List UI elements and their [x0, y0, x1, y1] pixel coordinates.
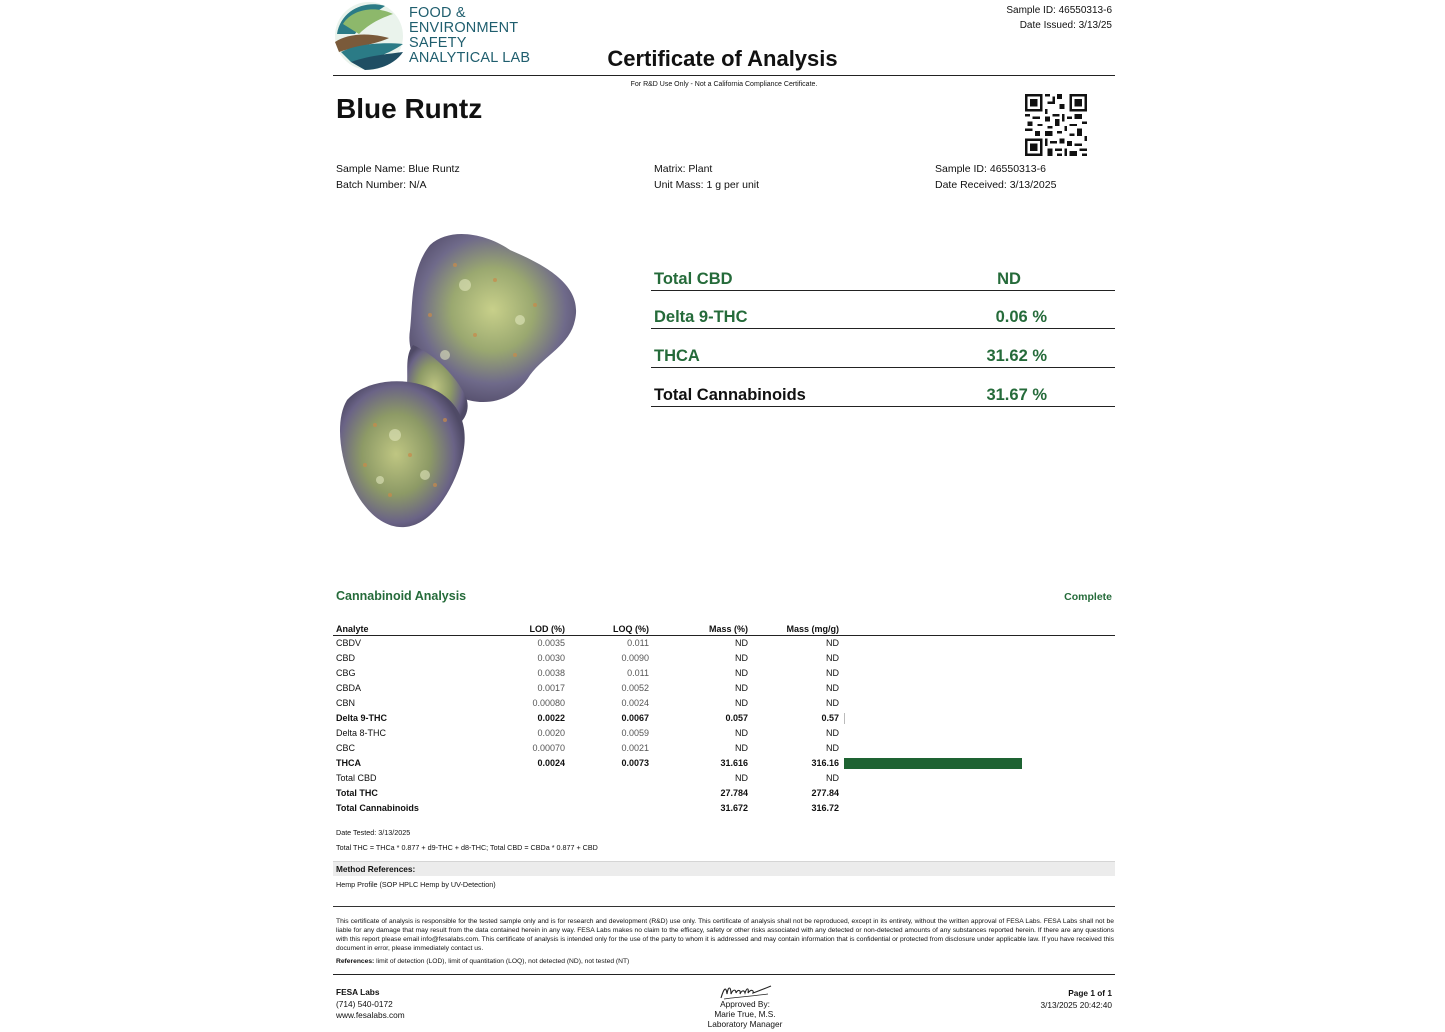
- footer-website: www.fesalabs.com: [336, 1010, 405, 1020]
- cell-analyte: Total Cannabinoids: [336, 803, 419, 813]
- references: [336, 958, 629, 965]
- product-name: Blue Runtz: [336, 93, 483, 124]
- cell-lod: 0.0035: [537, 638, 565, 648]
- sample-name: Sample Name: Blue Runtz: [336, 163, 460, 175]
- meta-sample-id: Sample ID: 46550313-6: [935, 163, 1046, 175]
- header-sample-id: Sample ID: 46550313-6: [1006, 5, 1112, 16]
- cell-mass: ND: [735, 653, 748, 663]
- table-row: [333, 651, 1115, 666]
- cell-mg: ND: [826, 683, 839, 693]
- summary-value: 0.06 %: [995, 308, 1047, 326]
- references-label: References:: [336, 958, 375, 965]
- mass-bar-track: [844, 758, 1104, 769]
- cell-loq: 0.0059: [621, 728, 649, 738]
- method-references-label: Method References:: [336, 864, 416, 874]
- table-row: [333, 786, 1115, 801]
- footer-divider: [333, 974, 1115, 975]
- cell-loq: 0.011: [627, 668, 649, 678]
- page-number: Page 1 of 1: [1068, 988, 1112, 998]
- footer-approval: [665, 999, 825, 1029]
- table-row: [333, 771, 1115, 786]
- cell-loq: 0.0067: [621, 713, 649, 723]
- cell-analyte: CBDV: [336, 638, 362, 648]
- cell-mg: ND: [826, 638, 839, 648]
- header-analyte: Analyte: [336, 624, 369, 634]
- meta-col-right: [935, 161, 1056, 193]
- lab-name-line: ANALYTICAL LAB: [409, 50, 531, 66]
- approver-name: Marie True, M.S.: [714, 1009, 776, 1019]
- batch-number: Batch Number: N/A: [336, 179, 427, 191]
- summary-total-cannabinoids: [651, 379, 1115, 407]
- cell-lod: 0.0030: [537, 653, 565, 663]
- lab-name-line: SAFETY: [409, 35, 467, 51]
- qr-code-icon: [1025, 94, 1087, 156]
- document-title: Certificate of Analysis: [607, 46, 838, 71]
- cell-analyte: CBDA: [336, 683, 362, 693]
- table-header: [333, 622, 1115, 636]
- mass-bar: [844, 758, 1022, 769]
- mass-bar: [844, 713, 845, 724]
- cell-lod: 0.0022: [537, 713, 565, 723]
- unit-mass: Unit Mass: 1 g per unit: [654, 179, 760, 191]
- cell-mass: 27.784: [720, 788, 748, 798]
- summary-thca: [651, 340, 1115, 368]
- header-mass: Mass (%): [708, 624, 748, 634]
- divider: [333, 906, 1115, 907]
- analysis-title: Cannabinoid Analysis: [336, 589, 467, 603]
- cell-analyte: CBC: [336, 743, 356, 753]
- header-divider: [333, 75, 1115, 76]
- summary-value: 31.67 %: [986, 386, 1047, 404]
- table-row: [333, 741, 1115, 756]
- cell-mass: ND: [735, 698, 748, 708]
- cell-lod: 0.00070: [532, 743, 565, 753]
- header-ids: [1006, 3, 1112, 33]
- method-reference: Hemp Profile (SOP HPLC Hemp by UV-Detection): [336, 880, 496, 889]
- references-text: limit of detection (LOD), limit of quantitation (LOQ), not detected (ND), not tested (NT): [374, 958, 630, 965]
- cell-loq: 0.0021: [621, 743, 649, 753]
- cell-mg: 0.57: [821, 713, 839, 723]
- cell-mg: ND: [826, 773, 839, 783]
- cell-analyte: CBN: [336, 698, 356, 708]
- table-row: [333, 726, 1115, 741]
- table-body: [333, 636, 1115, 816]
- date-received: Date Received: 3/13/2025: [935, 179, 1057, 191]
- cell-lod: 0.00080: [532, 698, 565, 708]
- cell-mass: 31.672: [720, 803, 748, 813]
- footer-page-info: [1040, 987, 1112, 1011]
- cell-loq: 0.0052: [621, 683, 649, 693]
- cell-analyte: Delta 8-THC: [336, 728, 387, 738]
- cell-mg: 316.72: [811, 803, 839, 813]
- cell-mg: ND: [826, 668, 839, 678]
- summary-label: Total CBD: [654, 270, 733, 288]
- generated-timestamp: 3/13/2025 20:42:40: [1040, 1000, 1112, 1010]
- cell-mg: 316.16: [811, 758, 839, 768]
- footer-phone: (714) 540-0172: [336, 998, 393, 1009]
- cell-mg: ND: [826, 728, 839, 738]
- header-lod: LOD (%): [529, 624, 565, 634]
- date-tested: Date Tested: 3/13/2025: [336, 828, 411, 837]
- cell-loq: 0.011: [627, 638, 649, 648]
- table-row: [333, 681, 1115, 696]
- cell-analyte: THCA: [336, 758, 361, 768]
- cell-mass: ND: [735, 668, 748, 678]
- summary-value: ND: [997, 270, 1021, 288]
- cell-mass: ND: [735, 743, 748, 753]
- cell-lod: 0.0017: [537, 683, 565, 693]
- cell-mg: ND: [826, 698, 839, 708]
- cell-mass: ND: [735, 638, 748, 648]
- cell-mass: 0.057: [725, 713, 748, 723]
- meta-col-mid: [654, 161, 759, 193]
- method-references-bar: [333, 861, 1115, 876]
- cell-loq: 0.0090: [621, 653, 649, 663]
- table-row: [333, 636, 1115, 651]
- cell-lod: 0.0020: [537, 728, 565, 738]
- cell-analyte: CBD: [336, 653, 356, 663]
- cell-mass: ND: [735, 728, 748, 738]
- summary-label: THCA: [654, 347, 700, 365]
- summary-label: Delta 9-THC: [654, 308, 748, 326]
- disclaimer: This certificate of analysis is responsible for the tested sample only and is for research and development (R&D) use only. This certificate of analysis shall not be reproduced, except in its entirety, without the written approval of FESA Labs. FESA Labs shall not be liable for any damage that may result from the data contained herein in any way. FESA Labs makes no claim to the efficacy, safety or other risks associated with any detected or non-detected amounts of any substances reported herein. If there are any questions with this report please email info@fesalabs.com. This certificate of analysis is intended only for the use of the party to whom it is addressed and may contain information that is confidential or protected from disclosure under applicable law. If you have received this document in error, please immediately contact us.: [336, 918, 1114, 952]
- cell-mass: 31.616: [720, 758, 748, 768]
- cell-analyte: Delta 9-THC: [336, 713, 388, 723]
- cell-analyte: Total CBD: [336, 773, 377, 783]
- total-formula: Total THC = THCa * 0.877 + d9-THC + d8-THC; Total CBD = CBDa * 0.877 + CBD: [336, 843, 598, 852]
- table-row: [333, 711, 1115, 726]
- cell-lod: 0.0024: [537, 758, 565, 768]
- cell-mg: ND: [826, 743, 839, 753]
- cell-loq: 0.0024: [621, 698, 649, 708]
- table-row: [333, 696, 1115, 711]
- footer-contact: [336, 987, 405, 1022]
- rd-use-note: For R&D Use Only - Not a California Compliance Certificate.: [630, 81, 818, 88]
- lab-name-line: FOOD &: [409, 5, 466, 21]
- lab-name-line: ENVIRONMENT: [409, 20, 519, 36]
- product-photo: [335, 225, 585, 535]
- matrix: Matrix: Plant: [654, 163, 713, 175]
- header-date-issued: Date Issued: 3/13/25: [1019, 20, 1112, 31]
- cell-loq: 0.0073: [621, 758, 649, 768]
- footer-company: FESA Labs: [336, 987, 380, 997]
- header-loq: LOQ (%): [613, 624, 649, 634]
- analysis-table: [333, 622, 1115, 816]
- analysis-status: Complete: [1064, 591, 1112, 603]
- summary-delta9-thc: [651, 301, 1115, 329]
- header-mg: Mass (mg/g): [786, 624, 839, 634]
- cell-analyte: Total THC: [336, 788, 378, 798]
- cell-mass: ND: [735, 683, 748, 693]
- cell-lod: 0.0038: [537, 668, 565, 678]
- approved-by-label: Approved By:: [720, 999, 770, 1009]
- cell-mg: ND: [826, 653, 839, 663]
- lab-name: [409, 6, 530, 66]
- table-row: [333, 666, 1115, 681]
- mass-bar-track: [844, 713, 1104, 724]
- approver-title: Laboratory Manager: [707, 1019, 783, 1029]
- meta-col-left: [336, 161, 460, 193]
- summary-label: Total Cannabinoids: [654, 386, 806, 404]
- cell-mass: ND: [735, 773, 748, 783]
- table-row: [333, 756, 1115, 771]
- cell-mg: 277.84: [811, 788, 839, 798]
- cell-analyte: CBG: [336, 668, 356, 678]
- summary-value: 31.62 %: [986, 347, 1047, 365]
- table-row: [333, 801, 1115, 816]
- summary-total-cbd: [651, 263, 1115, 291]
